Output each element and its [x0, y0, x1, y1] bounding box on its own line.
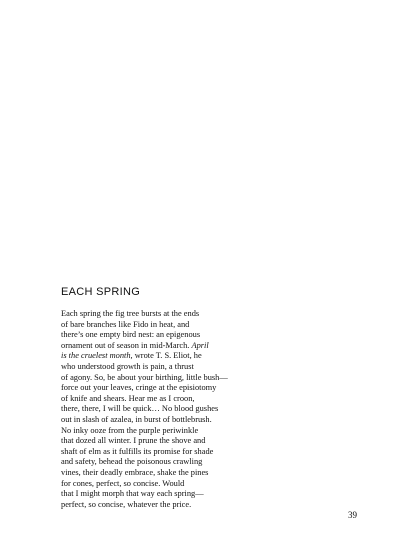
poem-line-10: there, there, I will be quick… No blood gushes — [61, 404, 219, 414]
poem-line-5: is the cruelest month, wrote T. S. Eliot, he — [61, 351, 202, 361]
poem-line-18: that I might morph that way each spring— — [61, 489, 204, 499]
poem-line-3: there’s one empty bird nest: an epigenous — [61, 330, 201, 340]
poem-line-2: of bare branches like Fido in heat, and — [61, 319, 190, 329]
poem-line-19: perfect, so concise, whatever the price. — [61, 499, 192, 509]
poem-line-15: and safety, behead the poisonous crawling — [61, 457, 203, 467]
poem-title: EACH SPRING — [61, 286, 141, 298]
poem-line-1: Each spring the fig tree bursts at the ends — [61, 309, 200, 318]
poem-line-11: out in slash of azalea, in burst of bottlebrush. — [61, 414, 212, 424]
poem-line-17: for cones, perfect, so concise. Would — [61, 478, 185, 488]
page-number: 39 — [348, 510, 357, 520]
poem-line-8: force out your leaves, cringe at the episiotomy — [61, 383, 217, 393]
poem-line-7: of agony. So, be about your birthing, little bush— — [61, 372, 228, 382]
poem-body — [61, 309, 321, 510]
eliot-quote-part-2: is the cruelest month, — [61, 351, 133, 361]
poem-line-9: of knife and shears. Hear me as I croon, — [61, 393, 195, 403]
poem-line-14: shaft of elm as it fulfills its promise for shade — [61, 446, 214, 456]
eliot-quote-part-1: April — [191, 340, 209, 350]
poem-line-12: No inky ooze from the purple periwinkle — [61, 425, 199, 435]
poem-line-13: that dozed all winter. I prune the shove and — [61, 436, 206, 446]
poem-line-16: vines, their deadly embrace, shake the pines — [61, 467, 209, 477]
poem-line-4: ornament out of season in mid-March. April — [61, 340, 209, 350]
poem-line-6: who understood growth is pain, a thrust — [61, 361, 194, 371]
